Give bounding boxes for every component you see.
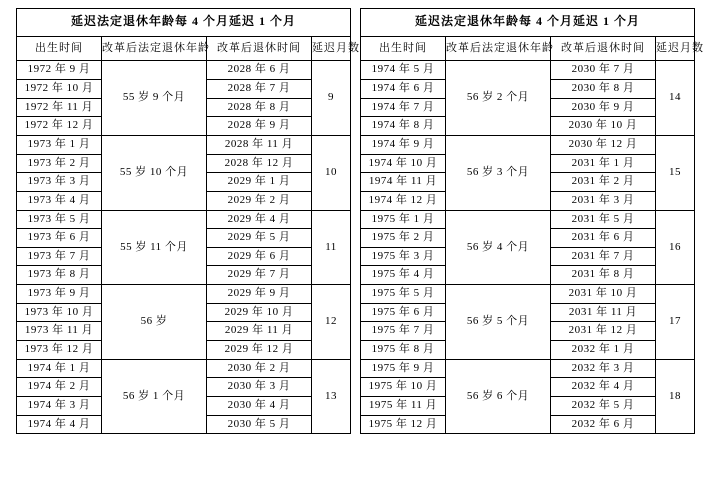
cell-retirement-date: 2030 年 10 月 [551, 117, 656, 136]
cell-retirement-date: 2031 年 3 月 [551, 191, 656, 210]
cell-retirement-date: 2030 年 2 月 [207, 359, 312, 378]
table-body-right [361, 9, 704, 434]
cell-retirement-date: 2032 年 4 月 [551, 378, 656, 397]
cell-retirement-date: 2029 年 12 月 [207, 341, 312, 360]
retirement-table [16, 8, 360, 434]
cell-retirement-date: 2032 年 1 月 [551, 341, 656, 360]
column-header-birth: 出生时间 [361, 36, 446, 61]
cell-retirement-date: 2030 年 7 月 [551, 61, 656, 80]
column-header-delay-months: 延迟月数 [312, 36, 351, 61]
column-header-birth: 出生时间 [17, 36, 102, 61]
cell-birth-date: 1975 年 10 月 [361, 378, 446, 397]
cell-birth-date: 1975 年 11 月 [361, 396, 446, 415]
cell-birth-date: 1973 年 6 月 [17, 229, 102, 248]
cell-birth-date: 1973 年 5 月 [17, 210, 102, 229]
table-row [17, 136, 351, 155]
cell-birth-date: 1973 年 9 月 [17, 285, 102, 304]
cell-retirement-date: 2031 年 1 月 [551, 154, 656, 173]
cell-birth-date: 1975 年 2 月 [361, 229, 446, 248]
cell-delay-months: 16 [656, 210, 695, 285]
table-title-row [17, 9, 351, 37]
table-row [17, 285, 351, 304]
cell-retirement-date: 2030 年 12 月 [551, 136, 656, 155]
cell-birth-date: 1975 年 8 月 [361, 341, 446, 360]
cell-birth-date: 1974 年 9 月 [361, 136, 446, 155]
cell-retirement-age: 56 岁 [102, 285, 207, 360]
cell-retirement-date: 2029 年 7 月 [207, 266, 312, 285]
cell-retirement-date: 2030 年 9 月 [551, 98, 656, 117]
cell-birth-date: 1974 年 6 月 [361, 80, 446, 99]
cell-birth-date: 1974 年 5 月 [361, 61, 446, 80]
retirement-table-right [360, 8, 704, 501]
cell-retirement-date: 2029 年 10 月 [207, 303, 312, 322]
cell-retirement-date: 2029 年 6 月 [207, 247, 312, 266]
table-row [361, 61, 695, 80]
cell-retirement-date: 2030 年 3 月 [207, 378, 312, 397]
cell-birth-date: 1975 年 4 月 [361, 266, 446, 285]
cell-retirement-date: 2028 年 11 月 [207, 136, 312, 155]
retirement-table-left [16, 8, 360, 501]
table-row [17, 61, 351, 80]
cell-retirement-age: 56 岁 4 个月 [446, 210, 551, 285]
cell-retirement-age: 56 岁 6 个月 [446, 359, 551, 434]
cell-birth-date: 1973 年 8 月 [17, 266, 102, 285]
table-title: 延迟法定退休年龄每 4 个月延迟 1 个月 [17, 9, 351, 37]
cell-birth-date: 1974 年 10 月 [361, 154, 446, 173]
table-row [17, 359, 351, 378]
cell-birth-date: 1973 年 11 月 [17, 322, 102, 341]
table-title-row [361, 9, 695, 37]
cell-retirement-date: 2031 年 11 月 [551, 303, 656, 322]
cell-delay-months: 15 [656, 136, 695, 211]
cell-retirement-date: 2030 年 4 月 [207, 396, 312, 415]
cell-retirement-date: 2029 年 5 月 [207, 229, 312, 248]
table-row [361, 359, 695, 378]
cell-retirement-date: 2031 年 2 月 [551, 173, 656, 192]
cell-retirement-age: 55 岁 10 个月 [102, 136, 207, 211]
cell-birth-date: 1975 年 6 月 [361, 303, 446, 322]
cell-delay-months: 11 [312, 210, 351, 285]
cell-retirement-date: 2032 年 6 月 [551, 415, 656, 434]
cell-birth-date: 1973 年 10 月 [17, 303, 102, 322]
cell-birth-date: 1973 年 7 月 [17, 247, 102, 266]
cell-birth-date: 1974 年 3 月 [17, 396, 102, 415]
cell-delay-months: 9 [312, 61, 351, 136]
cell-retirement-date: 2031 年 5 月 [551, 210, 656, 229]
cell-delay-months: 18 [656, 359, 695, 434]
cell-retirement-date: 2029 年 2 月 [207, 191, 312, 210]
table-header-row [361, 36, 695, 61]
cell-birth-date: 1975 年 1 月 [361, 210, 446, 229]
cell-retirement-age: 56 岁 3 个月 [446, 136, 551, 211]
cell-birth-date: 1974 年 2 月 [17, 378, 102, 397]
cell-retirement-date: 2030 年 8 月 [551, 80, 656, 99]
cell-retirement-date: 2028 年 8 月 [207, 98, 312, 117]
table-row [17, 210, 351, 229]
cell-birth-date: 1975 年 3 月 [361, 247, 446, 266]
cell-retirement-date: 2028 年 9 月 [207, 117, 312, 136]
column-header-retirement-date: 改革后退休时间 [207, 36, 312, 61]
cell-retirement-date: 2028 年 6 月 [207, 61, 312, 80]
cell-retirement-age: 56 岁 5 个月 [446, 285, 551, 360]
cell-retirement-date: 2032 年 5 月 [551, 396, 656, 415]
cell-birth-date: 1974 年 4 月 [17, 415, 102, 434]
cell-delay-months: 13 [312, 359, 351, 434]
cell-birth-date: 1975 年 12 月 [361, 415, 446, 434]
column-header-retirement-age: 改革后法定退休年龄 [102, 36, 207, 61]
column-header-delay-months: 延迟月数 [656, 36, 695, 61]
cell-birth-date: 1974 年 1 月 [17, 359, 102, 378]
table-body-left [17, 9, 360, 434]
cell-retirement-date: 2030 年 5 月 [207, 415, 312, 434]
column-header-retirement-age: 改革后法定退休年龄 [446, 36, 551, 61]
cell-birth-date: 1975 年 9 月 [361, 359, 446, 378]
cell-birth-date: 1972 年 12 月 [17, 117, 102, 136]
table-row [361, 136, 695, 155]
cell-retirement-date: 2032 年 3 月 [551, 359, 656, 378]
cell-birth-date: 1972 年 10 月 [17, 80, 102, 99]
cell-retirement-age: 55 岁 9 个月 [102, 61, 207, 136]
cell-birth-date: 1973 年 12 月 [17, 341, 102, 360]
cell-retirement-date: 2029 年 4 月 [207, 210, 312, 229]
cell-delay-months: 17 [656, 285, 695, 360]
table-title: 延迟法定退休年龄每 4 个月延迟 1 个月 [361, 9, 695, 37]
retirement-table [360, 8, 704, 434]
table-row [361, 210, 695, 229]
cell-retirement-age: 56 岁 1 个月 [102, 359, 207, 434]
cell-retirement-age: 55 岁 11 个月 [102, 210, 207, 285]
cell-delay-months: 12 [312, 285, 351, 360]
cell-birth-date: 1975 年 7 月 [361, 322, 446, 341]
cell-birth-date: 1972 年 9 月 [17, 61, 102, 80]
table-header-row [17, 36, 351, 61]
cell-retirement-date: 2029 年 11 月 [207, 322, 312, 341]
cell-birth-date: 1973 年 2 月 [17, 154, 102, 173]
column-header-retirement-date: 改革后退休时间 [551, 36, 656, 61]
cell-birth-date: 1972 年 11 月 [17, 98, 102, 117]
cell-birth-date: 1974 年 8 月 [361, 117, 446, 136]
cell-birth-date: 1975 年 5 月 [361, 285, 446, 304]
cell-birth-date: 1973 年 1 月 [17, 136, 102, 155]
cell-retirement-date: 2029 年 9 月 [207, 285, 312, 304]
cell-birth-date: 1974 年 12 月 [361, 191, 446, 210]
cell-retirement-date: 2028 年 7 月 [207, 80, 312, 99]
cell-retirement-date: 2031 年 6 月 [551, 229, 656, 248]
cell-retirement-date: 2028 年 12 月 [207, 154, 312, 173]
cell-retirement-age: 56 岁 2 个月 [446, 61, 551, 136]
cell-retirement-date: 2031 年 8 月 [551, 266, 656, 285]
cell-birth-date: 1974 年 11 月 [361, 173, 446, 192]
cell-retirement-date: 2029 年 1 月 [207, 173, 312, 192]
cell-birth-date: 1973 年 4 月 [17, 191, 102, 210]
cell-retirement-date: 2031 年 12 月 [551, 322, 656, 341]
table-row [361, 285, 695, 304]
cell-retirement-date: 2031 年 10 月 [551, 285, 656, 304]
cell-retirement-date: 2031 年 7 月 [551, 247, 656, 266]
cell-delay-months: 14 [656, 61, 695, 136]
cell-birth-date: 1974 年 7 月 [361, 98, 446, 117]
cell-delay-months: 10 [312, 136, 351, 211]
cell-birth-date: 1973 年 3 月 [17, 173, 102, 192]
